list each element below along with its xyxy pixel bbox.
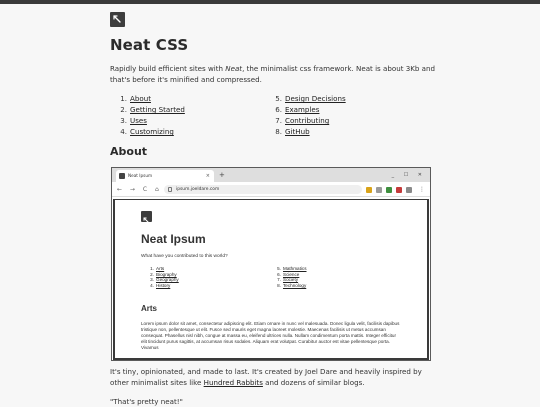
intro-text-1: Rapidly build efficient sites with bbox=[110, 64, 226, 73]
screenshot-toc-link: Biography bbox=[156, 271, 177, 277]
screenshot-toc-link: Science bbox=[283, 271, 300, 277]
address-url: ipsum.joeldare.com bbox=[176, 187, 220, 192]
lock-icon bbox=[168, 187, 172, 192]
screenshot-toc-link: Geography bbox=[156, 277, 179, 283]
screenshot-toc-number: 7. bbox=[277, 277, 281, 283]
screenshot-toc-number: 3. bbox=[150, 277, 154, 283]
tab-favicon-icon bbox=[119, 173, 125, 179]
toc-item bbox=[271, 104, 346, 115]
toc-item bbox=[116, 104, 185, 115]
tab-title: Neat Ipsum bbox=[128, 173, 153, 178]
screenshot-toc-number: 4. bbox=[150, 282, 154, 288]
toc-link-customizing[interactable]: Customizing bbox=[130, 127, 174, 136]
screenshot-lorem-paragraph: Lorem ipsum dolor sit amet, consectetur adipiscing elit. Etiam ornare in nunc vel malesuada. Donec ligula velit, facilisis dapibus tristique non, pellentesque ut elit. Fusce sed mauris eget magna laoreet molestie. Maecenas facilisis ut metus accumsan consequat. Phasellus nisl nibh, congue at massa eu, eleifend ultrices nulla. Nullam condimentum porta mattis. Integer efficitur elit tincidunt purus sagittis, at accumsan risus sodales. Aliquam erat volutpat. Curabitur auctor est vitae pellentesque porta. Vivamus bbox=[141, 321, 400, 350]
toc-item bbox=[271, 115, 346, 126]
toc-item-number: 1. bbox=[120, 94, 127, 103]
tab-close-icon: × bbox=[205, 173, 210, 179]
screenshot-section-heading: Arts bbox=[141, 304, 158, 313]
intro-text-2: , the minimalist css framework. Neat is about 3Kb and that's before it's minified and compressed. bbox=[110, 64, 436, 84]
toc-link-contributing[interactable]: Contributing bbox=[285, 116, 330, 125]
toc-item-number: 8. bbox=[275, 127, 282, 136]
browser-screenshot-image bbox=[111, 167, 431, 361]
about-text-2: and dozens of similar blogs. bbox=[262, 378, 365, 387]
toc-item bbox=[116, 115, 185, 126]
toc-link-github[interactable]: GitHub bbox=[285, 127, 310, 136]
screenshot-toc-right bbox=[274, 266, 307, 288]
screenshot-toc-number: 2. bbox=[150, 271, 154, 277]
nav-buttons-icon: ← → C ⌂ bbox=[117, 186, 162, 193]
toc-item-number: 3. bbox=[120, 116, 127, 125]
extension-icon bbox=[366, 187, 372, 193]
screenshot-viewport bbox=[113, 199, 429, 360]
screenshot-toc-link: Arts bbox=[156, 266, 165, 271]
toc-left-column bbox=[116, 93, 185, 137]
toc-item-number: 4. bbox=[120, 127, 127, 136]
screenshot-toc-number: 6. bbox=[277, 271, 281, 277]
extension-icons bbox=[366, 186, 412, 193]
browser-toolbar bbox=[112, 182, 430, 197]
browser-menu-icon: ⋮ bbox=[419, 186, 425, 193]
toc-item-number: 5. bbox=[275, 94, 282, 103]
extension-icon bbox=[376, 187, 382, 193]
toc-link-uses[interactable]: Uses bbox=[130, 116, 147, 125]
intro-emphasis: Neat bbox=[225, 64, 243, 73]
screenshot-toc-link: Technology bbox=[283, 282, 307, 288]
section-heading-about: About bbox=[110, 145, 148, 158]
screenshot-toc-item bbox=[274, 283, 307, 289]
browser-tabstrip bbox=[112, 168, 430, 182]
screenshot-toc-left bbox=[147, 266, 179, 288]
screenshot-toc-link: Mathmatics bbox=[283, 266, 307, 271]
screenshot-toc-link: Society bbox=[283, 277, 299, 283]
toc-item-number: 2. bbox=[120, 105, 127, 114]
screenshot-site-title: Neat Ipsum bbox=[141, 232, 206, 246]
neat-logo-icon[interactable] bbox=[110, 12, 125, 27]
top-border bbox=[0, 0, 540, 4]
hundred-rabbits-link[interactable]: Hundred Rabbits bbox=[203, 378, 263, 387]
toc-item-number: 7. bbox=[275, 116, 282, 125]
toc-item bbox=[116, 126, 185, 137]
browser-tab bbox=[116, 170, 214, 182]
page-title: Neat CSS bbox=[110, 36, 189, 54]
screenshot-toc-number: 1. bbox=[150, 266, 154, 271]
toc-link-about[interactable]: About bbox=[130, 94, 151, 103]
screenshot-toc-number: 8. bbox=[277, 282, 281, 288]
toc-item bbox=[271, 93, 346, 104]
toc-item-number: 6. bbox=[275, 105, 282, 114]
toc-item bbox=[116, 93, 185, 104]
screenshot-toc-item bbox=[147, 283, 179, 289]
toc-item bbox=[271, 126, 346, 137]
about-paragraph bbox=[110, 366, 440, 388]
window-controls-icon: _ ☐ ✕ bbox=[391, 172, 426, 178]
screenshot-question: What have you contributed to this world? bbox=[141, 254, 228, 259]
intro-paragraph bbox=[110, 63, 440, 85]
toc-link-getting-started[interactable]: Getting Started bbox=[130, 105, 185, 114]
extension-icon bbox=[386, 187, 392, 193]
quote-text: "That's pretty neat!" bbox=[110, 397, 183, 406]
extension-icon bbox=[396, 187, 402, 193]
new-tab-icon: + bbox=[219, 171, 225, 179]
extension-icon bbox=[406, 187, 412, 193]
screenshot-toc-link: History bbox=[156, 282, 171, 288]
toc-link-examples[interactable]: Examples bbox=[285, 105, 320, 114]
toc-link-design-decisions[interactable]: Design Decisions bbox=[285, 94, 346, 103]
screenshot-toc-number: 5. bbox=[277, 266, 281, 271]
about-text-1: It's tiny, opinionated, and made to last. It's created by Joel Dare and heavily inspired by other minimalist sites like bbox=[110, 367, 422, 387]
neat-ipsum-logo-icon bbox=[141, 211, 152, 222]
toc-right-column bbox=[271, 93, 346, 137]
address-bar bbox=[164, 185, 362, 194]
